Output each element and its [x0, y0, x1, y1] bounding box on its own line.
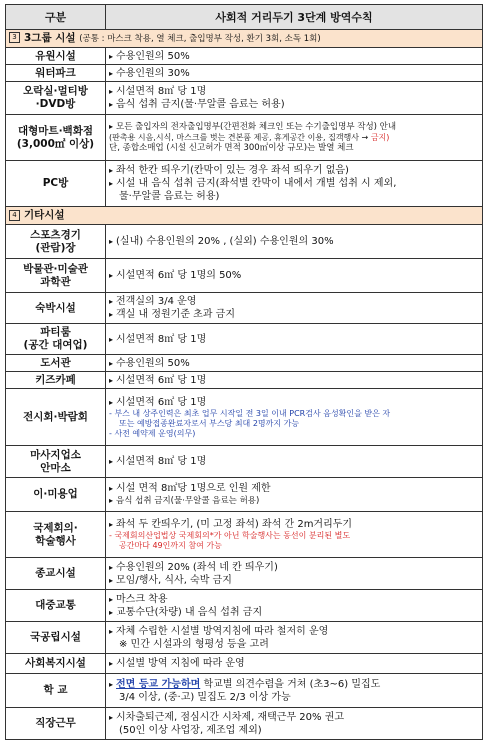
row-content [106, 708, 483, 740]
row-content [106, 82, 483, 115]
row-content [106, 654, 483, 674]
table-row [6, 259, 483, 293]
row-label: 사회복지시설 [6, 654, 106, 674]
row-label [6, 512, 106, 558]
label-line: 안마소 [40, 461, 71, 474]
guideline-sheet [5, 4, 482, 740]
section-4-row [6, 207, 483, 225]
label-line: 과학관 [40, 275, 71, 288]
rule-text: ▸ 시설면적 8㎡ 당 1명 [109, 333, 479, 346]
rule-text: ▸ 시설면적 6㎡ 당 1명 [109, 374, 479, 387]
table-row [6, 674, 483, 708]
row-label: 종교시설 [6, 558, 106, 590]
row-content [106, 558, 483, 590]
rule-text: - 부스 내 상주인력은 최초 업무 시작일 전 3일 이내 PCR검사 음성확인을 받은 자 [109, 409, 479, 419]
row-content [106, 225, 483, 259]
table-row [6, 161, 483, 207]
table-row [6, 654, 483, 674]
section-number: 4 [9, 210, 20, 221]
row-content [106, 512, 483, 558]
section-number: 3 [9, 32, 20, 43]
row-label: 숙박시설 [6, 293, 106, 324]
row-label [6, 324, 106, 355]
row-label: 키즈카페 [6, 372, 106, 389]
row-content [106, 622, 483, 654]
label-line: 파티룸 [40, 326, 71, 338]
row-content [106, 259, 483, 293]
rule-text: - 국제회의산업법상 국제회의*가 아닌 학술행사는 동선이 분리된 별도 [109, 531, 479, 541]
table-row [6, 558, 483, 590]
label-line: (3,000㎡ 이상) [16, 137, 95, 150]
rule-text: ▸ 자체 수립한 시설별 방역지침에 따라 철저히 운영 [109, 625, 479, 638]
row-label [6, 259, 106, 293]
rule-text: ▸ 시설면적 8㎡ 당 1명 [109, 85, 479, 98]
rule-text: ▸ 시설면적 8㎡ 당 1명 [109, 455, 479, 468]
table-row [6, 293, 483, 324]
section-note: (공통 : 마스크 착용, 열 체크, 출입명부 작성, 환기 3회, 소독 1회) [79, 33, 321, 44]
rule-text: - 사전 예약제 운영(의무) [109, 429, 479, 439]
label-line: 박물관·미술관 [23, 262, 88, 275]
row-label: 전시회·박람회 [6, 389, 106, 446]
table-row [6, 82, 483, 115]
header-row [6, 5, 483, 30]
rule-text: ▸ 수용인원의 30% [109, 67, 479, 80]
rule-text-highlight: 전면 등교 가능하며 [116, 678, 201, 690]
table-row [6, 389, 483, 446]
table-row [6, 225, 483, 259]
table-row [6, 512, 483, 558]
rule-text: ▸ (실내) 수용인원의 20% , (실외) 수용인원의 30% [109, 235, 479, 248]
label-line: 국제회의· [33, 521, 78, 534]
rule-text: ▸ 시설별 방역 지침에 따라 운영 [109, 657, 479, 670]
label-line: 스포츠경기 [30, 228, 81, 241]
rule-text-highlight: 금지) [370, 133, 390, 142]
rule-text: ※ 민간 시설과의 형평성 등을 고려 [119, 638, 269, 650]
row-content [106, 446, 483, 478]
row-content [106, 293, 483, 324]
rule-text: ▸ 수용인원의 50% [109, 50, 479, 63]
rule-text: ▸ 수용인원의 50% [109, 357, 479, 370]
rule-text: ▸ 수용인원의 20% (좌석 네 칸 띄우기) [109, 561, 479, 574]
label-line: 마사지업소 [30, 448, 81, 461]
rule-text: ▸ 교통수단(차량) 내 음식 섭취 금지 [109, 606, 479, 619]
row-label: 학 교 [6, 674, 106, 708]
rule-text: ▸ 좌석 두 칸띄우기, (미 고정 좌석) 좌석 간 2m거리두기 [109, 518, 479, 531]
table-row [6, 446, 483, 478]
row-label: 국공립시설 [6, 622, 106, 654]
header-title: 사회적 거리두기 3단계 방역수칙 [106, 5, 483, 30]
rule-text-part: (판촉용 시음,시식, 마스크를 벗는 견본품 제공, 휴게공간 이용, 집객행사 → [109, 133, 369, 142]
table-row [6, 355, 483, 372]
header-category: 구분 [6, 5, 106, 30]
row-content [106, 324, 483, 355]
row-content [106, 590, 483, 622]
rule-text: ▸ 좌석 한칸 띄우기(칸막이 있는 경우 좌석 띄우기 없음) [109, 164, 479, 177]
row-label: PC방 [6, 161, 106, 207]
row-content [106, 478, 483, 512]
label-line: 오락실·멀티방 [23, 85, 88, 97]
row-content [106, 48, 483, 65]
row-label: 직장근무 [6, 708, 106, 740]
row-label [6, 115, 106, 161]
rule-text: ▸ 시설 내 음식 섭취 금지(좌석별 칸막이 내에서 개별 섭취 시 제외, [109, 177, 479, 190]
table-row [6, 65, 483, 82]
row-label: 이·미용업 [6, 478, 106, 512]
section-4-header [6, 207, 483, 225]
rule-text: ▸ 모든 출입자의 전자출입명부(간편전화 체크인 또는 수기출입명부 작성) 안내 [109, 121, 479, 133]
guideline-table [5, 4, 483, 740]
table-row [6, 372, 483, 389]
rule-text: ▸ 마스크 착용 [109, 593, 479, 606]
row-label [6, 225, 106, 259]
rule-text: ▸ 객실 내 정원기준 초과 금지 [109, 308, 479, 321]
row-label: 대중교통 [6, 590, 106, 622]
row-label: 유원시설 [6, 48, 106, 65]
rule-text: ▸ 시설 면적 8㎡당 1명으로 인원 제한 [109, 482, 479, 495]
label-line: (관람)장 [35, 241, 76, 254]
table-row [6, 708, 483, 740]
rule-text: ▸ 시설면적 6㎡ 당 1명의 50% [109, 269, 479, 282]
rule-text [109, 133, 479, 143]
rule-text: ▸ 전객실의 3/4 운영 [109, 295, 479, 308]
rule-text: ▸ 음식 섭취 금지(물·무알콜 음료는 허용) [109, 495, 479, 507]
row-content [106, 372, 483, 389]
rule-text [109, 678, 479, 691]
rule-text: ▸ 음식 섭취 금지(물·무알콜 음료는 허용) [109, 98, 479, 111]
label-line: (공간 대여업) [23, 339, 88, 351]
rule-text: 단, 종합소매업 (시설 신고허가 면적 300㎡이상 규모)는 발열 체크 [109, 143, 354, 153]
section-title: 3그룹 시설 [24, 31, 76, 44]
table-row [6, 115, 483, 161]
label-line: 학술행사 [35, 534, 76, 547]
rule-text: 또는 예방접종완료자로서 부스당 최대 2명까지 가능 [119, 418, 300, 428]
row-content [106, 161, 483, 207]
row-label [6, 446, 106, 478]
rule-text: 물·무알콜 음료는 허용) [119, 191, 220, 202]
row-content [106, 65, 483, 82]
table-row [6, 48, 483, 65]
row-content [106, 389, 483, 446]
rule-text: 공간마다 49인까지 참여 가능 [119, 541, 222, 550]
row-content [106, 674, 483, 708]
label-line: 대형마트·백화점 [18, 124, 93, 137]
label-line: ·DVD방 [35, 98, 76, 110]
section-3-row [6, 30, 483, 48]
table-row [6, 478, 483, 512]
row-label: 도서관 [6, 355, 106, 372]
rule-text: 3/4 이상, (중·고) 밀집도 2/3 이상 가능 [119, 691, 291, 703]
row-label [6, 82, 106, 115]
section-title: 기타시설 [24, 209, 65, 221]
row-content [106, 355, 483, 372]
rule-text: (50인 이상 사업장, 제조업 제외) [119, 724, 262, 736]
table-row [6, 622, 483, 654]
rule-text: ▸ 모임/행사, 식사, 숙박 금지 [109, 574, 479, 587]
section-3-header [6, 30, 483, 48]
rule-text: ▸ 시차출퇴근제, 점심시간 시차제, 재택근무 20% 권고 [109, 711, 479, 724]
row-label: 워터파크 [6, 65, 106, 82]
rule-text: ▸ 시설면적 6㎡ 당 1명 [109, 396, 479, 409]
row-content [106, 115, 483, 161]
table-row [6, 590, 483, 622]
table-row [6, 324, 483, 355]
rule-text-part: 학교별 의견수렴을 거쳐 (초3~6) 밀집도 [203, 678, 381, 690]
